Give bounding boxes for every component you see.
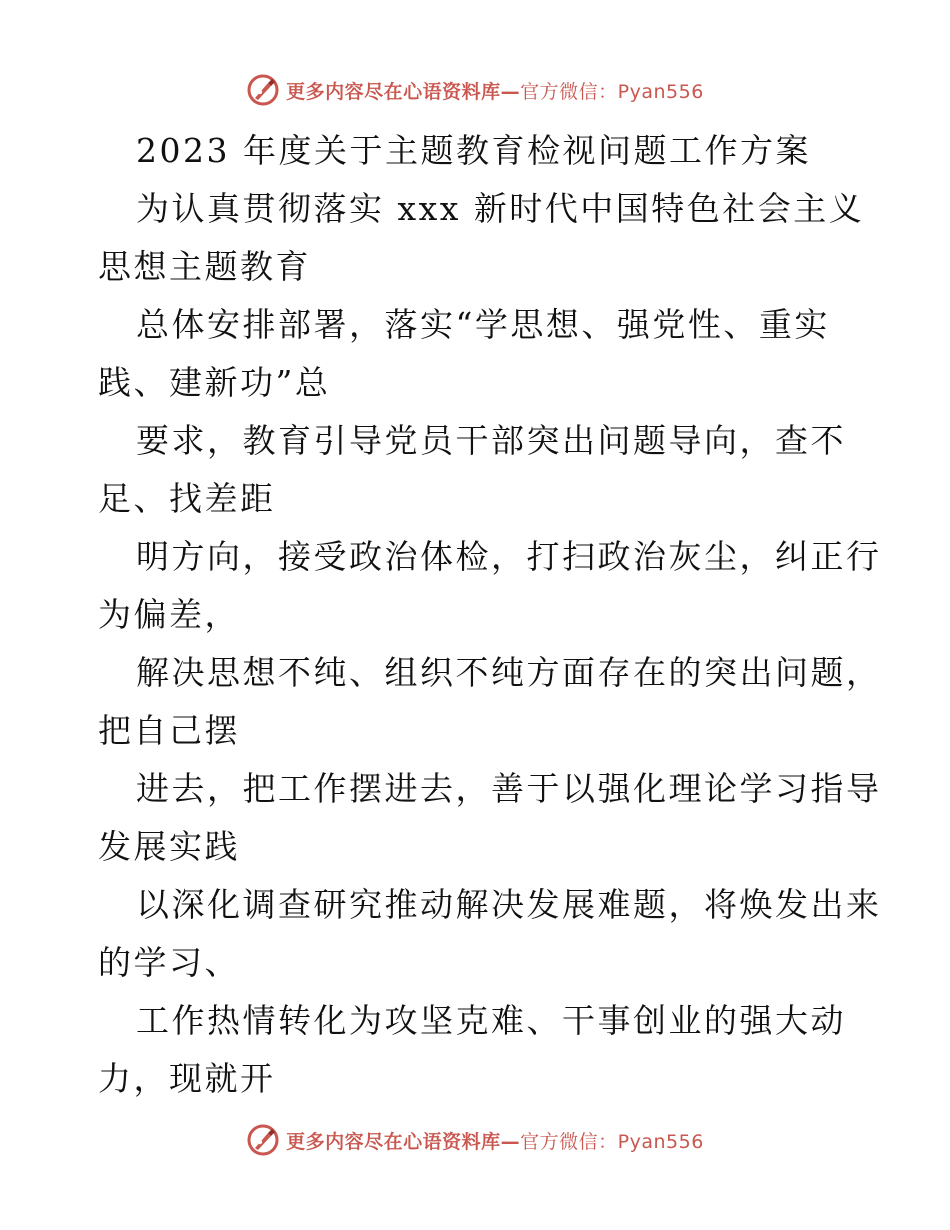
text-line: 思想主题教育 — [98, 247, 311, 286]
text-line: 总体安排部署，落实“学思想、强党性、重实 — [136, 305, 830, 344]
text-line: 明方向，接受政治体检，打扫政治灰尘，纠正行 — [136, 537, 882, 576]
header-banner — [0, 70, 950, 110]
text-line: 解决思想不纯、组织不纯方面存在的突出问题， — [136, 653, 882, 692]
pen-logo-icon — [246, 1123, 280, 1157]
text-line: 践、建新功”总 — [98, 363, 331, 402]
text-line: 工作热情转化为攻坚克难、干事创业的强大动 — [136, 1001, 846, 1040]
banner-wechat: 官方微信：Pyan556 — [520, 80, 704, 103]
text-line: 发展实践 — [98, 827, 240, 866]
pen-logo-icon — [246, 73, 280, 107]
text-line: 以深化调查研究推动解决发展难题，将焕发出来 — [136, 885, 882, 924]
banner-text: 更多内容尽在心语资料库—官方微信：Pyan556 — [286, 1130, 704, 1153]
document-title: 2023 年度关于主题教育检视问题工作方案 — [136, 131, 811, 170]
text-line: 把自己摆 — [98, 711, 240, 750]
text-line: 足、找差距 — [98, 479, 276, 518]
text-line: 力，现就开 — [98, 1059, 276, 1098]
banner-text: 更多内容尽在心语资料库—官方微信：Pyan556 — [286, 80, 704, 103]
banner-wechat: 官方微信：Pyan556 — [520, 1130, 704, 1153]
text-line: 为偏差， — [98, 595, 240, 634]
text-line: 要求，教育引导党员干部突出问题导向，查不 — [136, 421, 846, 460]
text-line: 为认真贯彻落实 xxx 新时代中国特色社会主义 — [136, 189, 865, 228]
text-line: 的学习、 — [98, 943, 240, 982]
footer-banner — [0, 1120, 950, 1160]
document-body — [98, 122, 882, 1108]
text-line: 进去，把工作摆进去，善于以强化理论学习指导 — [136, 769, 882, 808]
